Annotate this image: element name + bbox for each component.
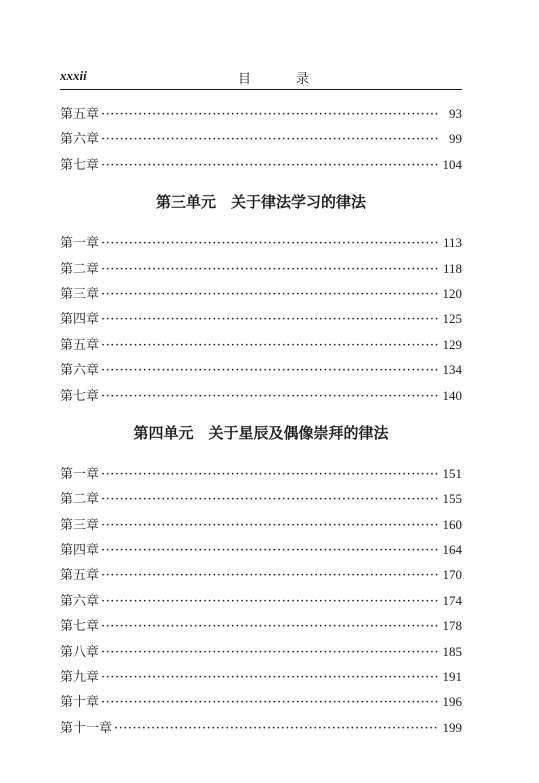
- dot-leader: [101, 333, 438, 358]
- chapter-label: 第二章: [60, 261, 100, 277]
- chapter-page-number: 113: [442, 235, 462, 251]
- chapter-label: 第七章: [60, 388, 100, 404]
- chapter-label: 第五章: [60, 337, 100, 353]
- dot-leader: [101, 307, 438, 332]
- table-of-contents: [60, 101, 462, 740]
- chapter-label: 第六章: [60, 132, 100, 148]
- chapter-label: 第六章: [60, 363, 100, 379]
- chapter-page-number: 170: [442, 567, 462, 583]
- dot-leader: [101, 614, 438, 639]
- dot-leader: [101, 462, 438, 487]
- dot-leader: [101, 153, 438, 178]
- chapter-page-number: 118: [442, 260, 462, 276]
- dot-leader: [101, 589, 438, 614]
- toc-entry[interactable]: [60, 486, 462, 511]
- chapter-label: 第十章: [60, 695, 100, 711]
- toc-entry[interactable]: [60, 639, 462, 664]
- chapter-page-number: 185: [442, 643, 462, 659]
- toc-entry[interactable]: [60, 461, 462, 486]
- chapter-label: 第四章: [60, 312, 100, 328]
- chapter-label: 第五章: [60, 568, 100, 584]
- dot-leader: [101, 563, 438, 588]
- chapter-label: 第四章: [60, 543, 100, 559]
- dot-leader: [101, 102, 438, 127]
- chapter-label: 第七章: [60, 619, 100, 635]
- chapter-label: 第七章: [60, 157, 100, 173]
- toc-entry[interactable]: [60, 332, 462, 357]
- dot-leader: [101, 487, 438, 512]
- chapter-page-number: 151: [442, 465, 462, 481]
- chapter-label: 第二章: [60, 492, 100, 508]
- chapter-page-number: 93: [449, 106, 462, 121]
- unit-heading: 第三单元 关于律法学习的律法: [155, 193, 366, 212]
- dot-leader: [101, 538, 438, 563]
- toc-entry[interactable]: [60, 562, 462, 587]
- chapter-page-number: 129: [442, 336, 462, 352]
- dot-leader: [101, 231, 438, 256]
- toc-entry[interactable]: [60, 281, 462, 306]
- dot-leader: [101, 690, 438, 715]
- chapter-label: 第三章: [60, 517, 100, 533]
- unit-heading: 第四单元 关于星辰及偶像崇拜的律法: [133, 423, 389, 442]
- chapter-label: 第一章: [60, 236, 100, 252]
- dot-leader: [101, 358, 438, 383]
- chapter-page-number: 191: [442, 669, 462, 685]
- page-number: xxxii: [60, 68, 87, 83]
- toc-entry[interactable]: [60, 152, 462, 177]
- chapter-page-number: 155: [442, 491, 462, 507]
- chapter-page-number: 174: [442, 592, 462, 608]
- chapter-label: 第九章: [60, 670, 100, 686]
- toc-entry[interactable]: [60, 664, 462, 689]
- chapter-page-number: 120: [442, 285, 462, 301]
- dot-leader: [101, 257, 438, 282]
- running-header: [60, 68, 462, 88]
- chapter-page-number: 199: [442, 719, 462, 735]
- dot-leader: [114, 716, 438, 741]
- dot-leader: [101, 384, 438, 409]
- chapter-label: 第五章: [60, 107, 100, 122]
- toc-entry[interactable]: [60, 613, 462, 638]
- chapter-page-number: 104: [442, 156, 462, 172]
- dot-leader: [101, 513, 438, 538]
- chapter-page-number: 178: [442, 618, 462, 634]
- running-title: 目 录: [238, 72, 326, 87]
- toc-entry[interactable]: [60, 357, 462, 382]
- chapter-label: 第八章: [60, 644, 100, 660]
- chapter-label: 第一章: [60, 466, 100, 482]
- toc-entry[interactable]: [60, 230, 462, 255]
- chapter-page-number: 99: [449, 131, 462, 147]
- chapter-page-number: 125: [442, 311, 462, 327]
- chapter-label: 第六章: [60, 593, 100, 609]
- dot-leader: [101, 640, 438, 665]
- chapter-label: 第三章: [60, 286, 100, 302]
- chapter-page-number: 140: [442, 387, 462, 403]
- chapter-page-number: 164: [442, 542, 462, 558]
- toc-entry[interactable]: [60, 306, 462, 331]
- toc-entry[interactable]: [60, 537, 462, 562]
- toc-entry[interactable]: [60, 689, 462, 714]
- dot-leader: [101, 665, 438, 690]
- toc-entry[interactable]: [60, 383, 462, 408]
- chapter-page-number: 134: [442, 362, 462, 378]
- dot-leader: [101, 127, 438, 152]
- toc-entry[interactable]: [60, 256, 462, 281]
- chapter-label: 第十一章: [60, 720, 113, 736]
- toc-entry[interactable]: [60, 101, 462, 126]
- header-rule: [60, 89, 462, 90]
- chapter-page-number: 160: [442, 516, 462, 532]
- toc-entry[interactable]: [60, 512, 462, 537]
- toc-entry[interactable]: [60, 126, 462, 151]
- toc-entry[interactable]: [60, 715, 462, 740]
- toc-entry[interactable]: [60, 588, 462, 613]
- dot-leader: [101, 282, 438, 307]
- chapter-page-number: 196: [442, 694, 462, 710]
